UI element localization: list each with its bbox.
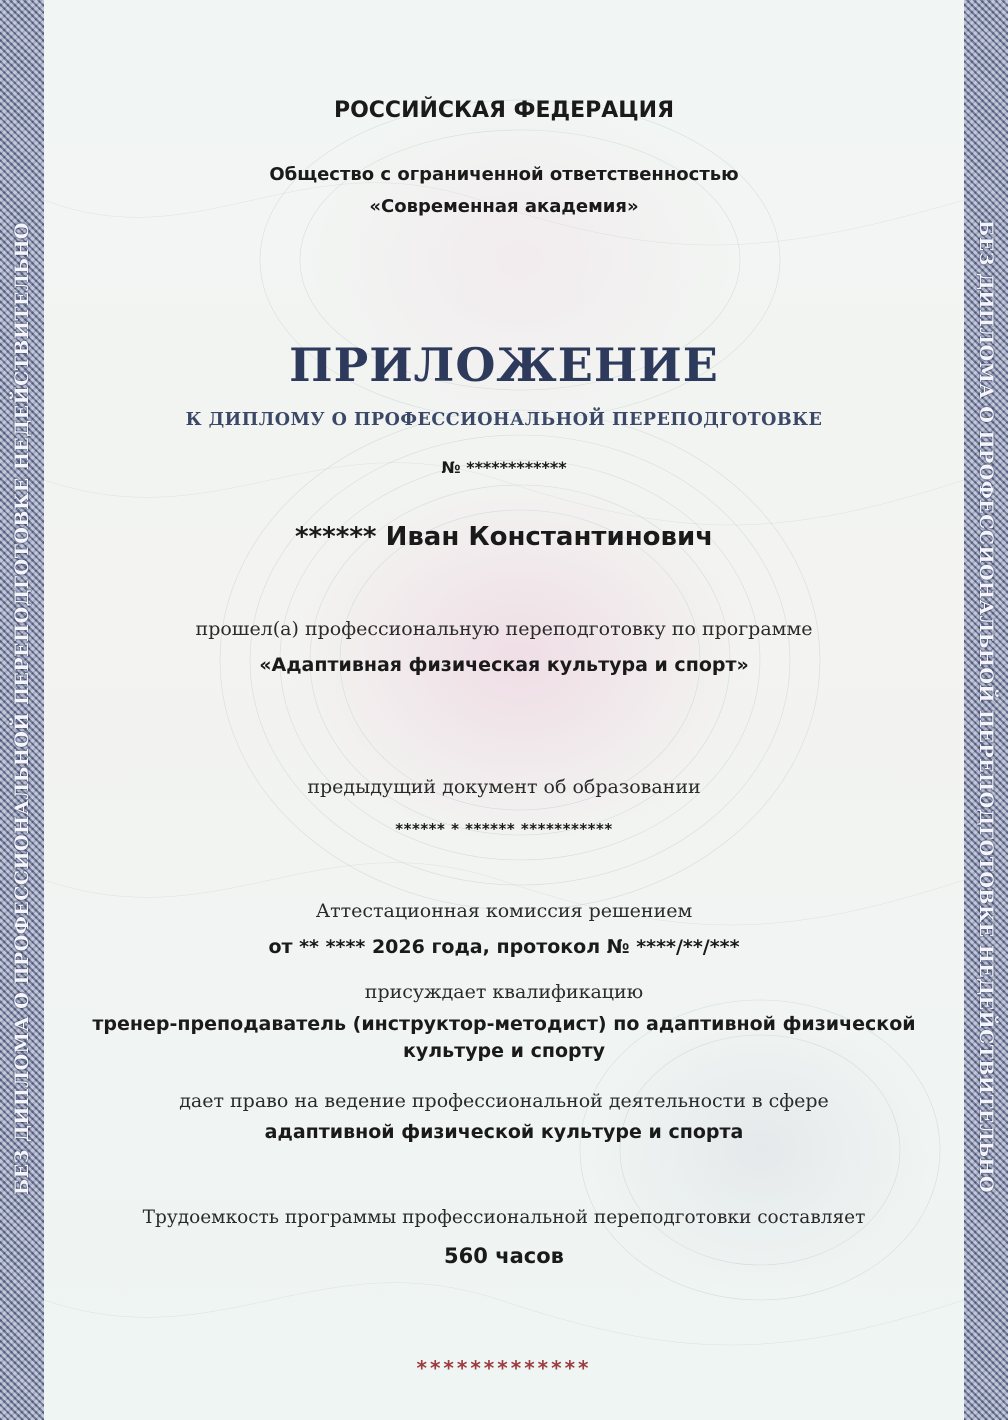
organization-name: «Современная академия» xyxy=(369,196,639,217)
rights-label: дает право на ведение профессиональной деятельности в сфере xyxy=(179,1090,829,1112)
right-border-text: БЕЗ ДИПЛОМА О ПРОФЕССИОНАЛЬНОЙ ПЕРЕПОДГОТОВКЕ НЕДЕЙСТВИТЕЛЬНО xyxy=(975,220,997,1193)
previous-document-label: предыдущий документ об образовании xyxy=(307,776,701,798)
country-heading: РОССИЙСКАЯ ФЕДЕРАЦИЯ xyxy=(333,98,675,123)
document-number: № ************ xyxy=(441,458,567,477)
program-label: прошел(а) профессиональную переподготовку по программе xyxy=(195,618,813,640)
hours-value: 560 часов xyxy=(444,1244,564,1268)
document-title: ПРИЛОЖЕНИЕ xyxy=(289,338,719,392)
left-security-border xyxy=(0,0,44,1420)
awards-label: присуждает квалификацию xyxy=(364,981,644,1003)
serial-number: ************* xyxy=(416,1356,592,1380)
document-content xyxy=(44,0,964,1420)
previous-document-value: ****** * ****** *********** xyxy=(395,820,613,838)
qualification-value: тренер-преподаватель (инструктор-методист) по адаптивной физической культуре и спорту xyxy=(92,1013,916,1062)
hours-label: Трудоемкость программы профессиональной переподготовки составляет xyxy=(142,1207,866,1228)
left-border-text: БЕЗ ДИПЛОМА О ПРОФЕССИОНАЛЬНОЙ ПЕРЕПОДГОТОВКЕ НЕДЕЙСТВИТЕЛЬНО xyxy=(11,222,33,1195)
rights-value: адаптивной физической культуре и спорта xyxy=(264,1121,744,1143)
commission-decision: от ** **** 2026 года, протокол № ****/**/*** xyxy=(268,936,740,958)
commission-label: Аттестационная комиссия решением xyxy=(315,900,693,922)
organization-type: Общество с ограниченной ответственностью xyxy=(269,164,739,185)
document-subtitle: К ДИПЛОМУ О ПРОФЕССИОНАЛЬНОЙ ПЕРЕПОДГОТОВКЕ xyxy=(185,410,823,430)
right-security-border xyxy=(964,0,1008,1420)
program-name: «Адаптивная физическая культура и спорт» xyxy=(259,654,749,676)
recipient-name: ****** Иван Константинович xyxy=(294,522,714,552)
